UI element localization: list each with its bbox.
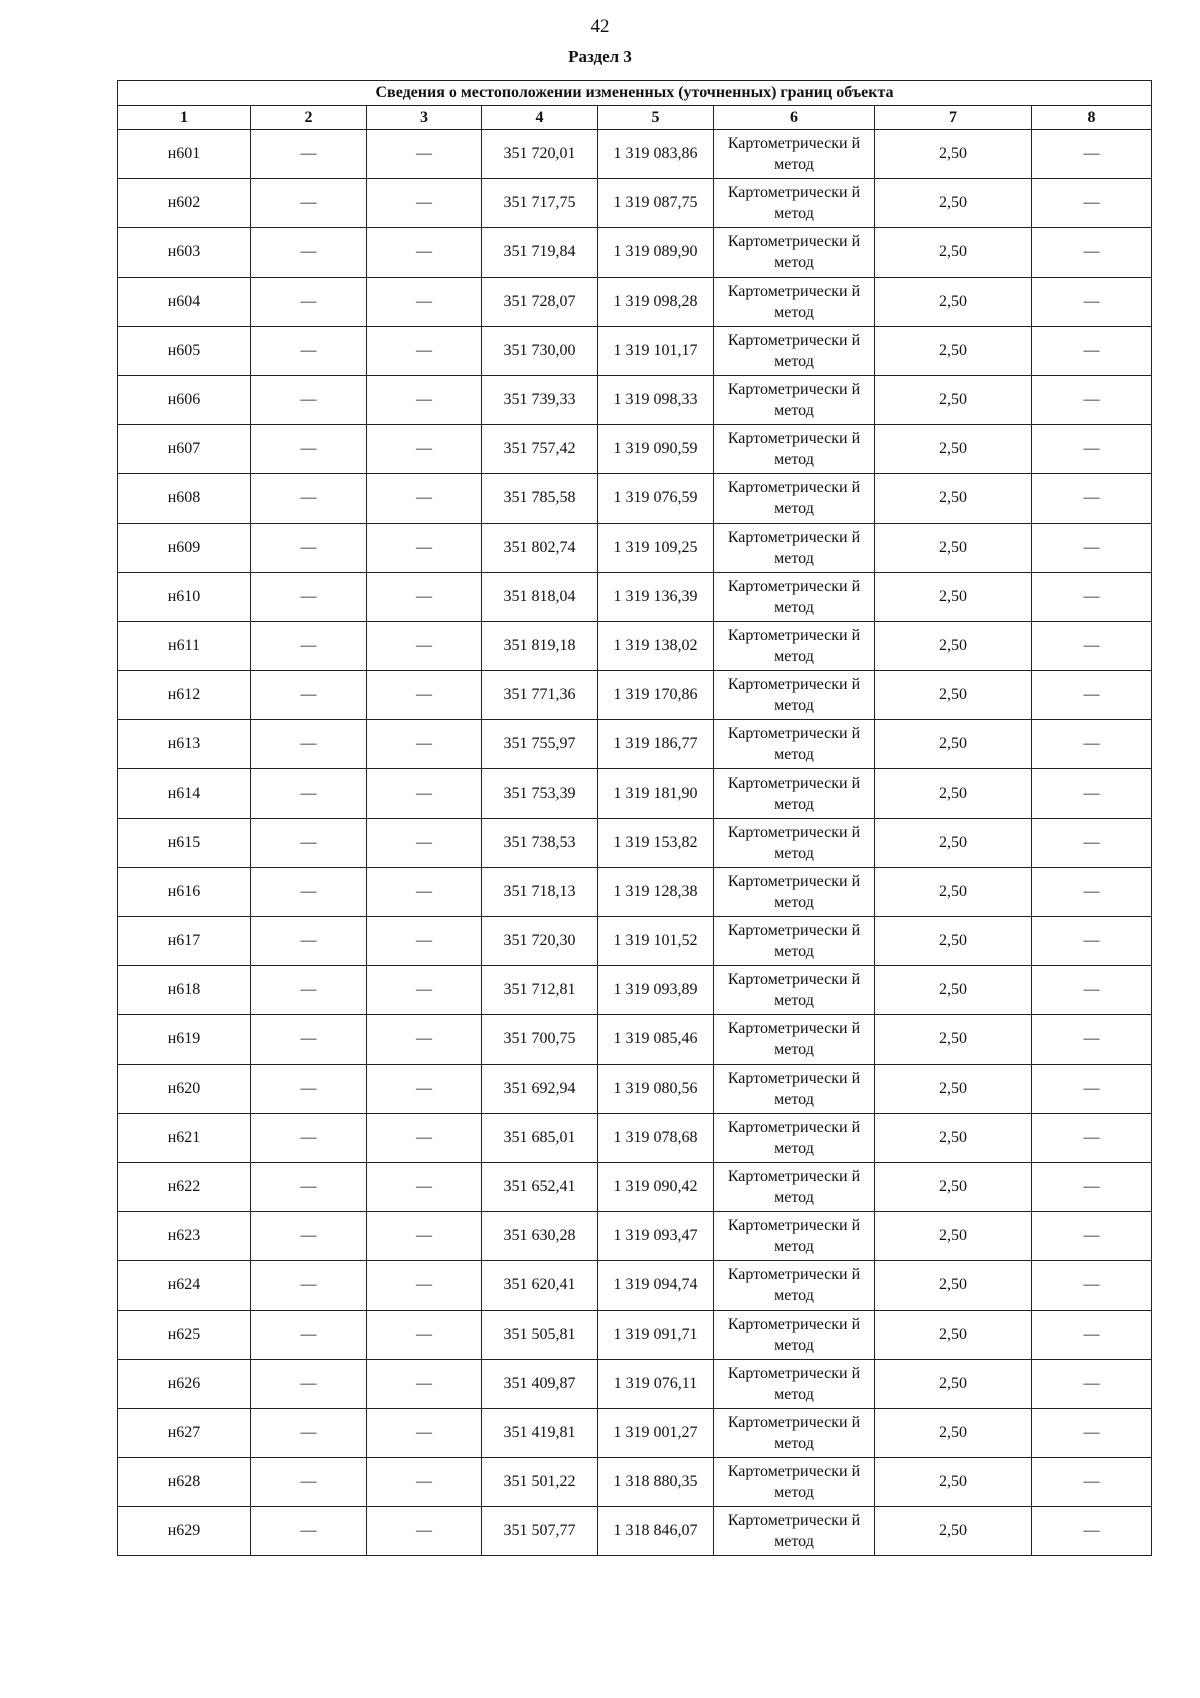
dash-cell: —	[1032, 1261, 1152, 1310]
method-cell: Картометрически й метод	[714, 671, 875, 720]
accuracy-cell: 2,50	[875, 1162, 1032, 1211]
dash-cell: —	[251, 769, 367, 818]
dash-cell: —	[251, 1507, 367, 1556]
point-id-cell: н622	[118, 1162, 251, 1211]
dash-cell: —	[367, 1261, 482, 1310]
method-cell: Картометрически й метод	[714, 425, 875, 474]
x-coordinate-cell: 351 718,13	[482, 867, 598, 916]
dash-cell: —	[367, 277, 482, 326]
table-caption: Сведения о местоположении измененных (уточненных) границ объекта	[118, 81, 1152, 106]
y-coordinate-cell: 1 319 101,17	[598, 326, 714, 375]
table-caption-row	[118, 81, 1152, 106]
dash-cell: —	[251, 375, 367, 424]
point-id-cell: н624	[118, 1261, 251, 1310]
column-number: 4	[482, 106, 598, 130]
y-coordinate-cell: 1 319 090,42	[598, 1162, 714, 1211]
table-row	[118, 867, 1152, 916]
dash-cell: —	[1032, 621, 1152, 670]
column-number: 3	[367, 106, 482, 130]
dash-cell: —	[251, 1458, 367, 1507]
table-row	[118, 1015, 1152, 1064]
dash-cell: —	[367, 1212, 482, 1261]
table-row	[118, 818, 1152, 867]
x-coordinate-cell: 351 739,33	[482, 375, 598, 424]
x-coordinate-cell: 351 753,39	[482, 769, 598, 818]
x-coordinate-cell: 351 620,41	[482, 1261, 598, 1310]
point-id-cell: н611	[118, 621, 251, 670]
accuracy-cell: 2,50	[875, 326, 1032, 375]
dash-cell: —	[367, 671, 482, 720]
point-id-cell: н602	[118, 179, 251, 228]
point-id-cell: н621	[118, 1113, 251, 1162]
dash-cell: —	[367, 818, 482, 867]
point-id-cell: н626	[118, 1359, 251, 1408]
x-coordinate-cell: 351 719,84	[482, 228, 598, 277]
x-coordinate-cell: 351 652,41	[482, 1162, 598, 1211]
method-cell: Картометрически й метод	[714, 130, 875, 179]
dash-cell: —	[367, 1015, 482, 1064]
dash-cell: —	[251, 523, 367, 572]
y-coordinate-cell: 1 319 076,11	[598, 1359, 714, 1408]
method-cell: Картометрически й метод	[714, 818, 875, 867]
column-number: 5	[598, 106, 714, 130]
table-row	[118, 1212, 1152, 1261]
dash-cell: —	[251, 1113, 367, 1162]
method-cell: Картометрически й метод	[714, 277, 875, 326]
dash-cell: —	[1032, 1064, 1152, 1113]
dash-cell: —	[251, 720, 367, 769]
dash-cell: —	[1032, 867, 1152, 916]
dash-cell: —	[367, 720, 482, 769]
dash-cell: —	[251, 867, 367, 916]
dash-cell: —	[1032, 523, 1152, 572]
y-coordinate-cell: 1 319 101,52	[598, 917, 714, 966]
dash-cell: —	[1032, 1212, 1152, 1261]
dash-cell: —	[367, 1310, 482, 1359]
dash-cell: —	[251, 1310, 367, 1359]
table-row	[118, 1261, 1152, 1310]
dash-cell: —	[1032, 425, 1152, 474]
x-coordinate-cell: 351 730,00	[482, 326, 598, 375]
table-row	[118, 720, 1152, 769]
point-id-cell: н605	[118, 326, 251, 375]
method-cell: Картометрически й метод	[714, 1015, 875, 1064]
dash-cell: —	[251, 425, 367, 474]
dash-cell: —	[1032, 572, 1152, 621]
section-title: Раздел 3	[568, 47, 632, 66]
x-coordinate-cell: 351 507,77	[482, 1507, 598, 1556]
table-row	[118, 277, 1152, 326]
dash-cell: —	[251, 621, 367, 670]
dash-cell: —	[251, 917, 367, 966]
x-coordinate-cell: 351 692,94	[482, 1064, 598, 1113]
dash-cell: —	[367, 474, 482, 523]
point-id-cell: н627	[118, 1408, 251, 1457]
point-id-cell: н606	[118, 375, 251, 424]
method-cell: Картометрически й метод	[714, 966, 875, 1015]
point-id-cell: н615	[118, 818, 251, 867]
accuracy-cell: 2,50	[875, 523, 1032, 572]
accuracy-cell: 2,50	[875, 769, 1032, 818]
x-coordinate-cell: 351 720,01	[482, 130, 598, 179]
dash-cell: —	[1032, 179, 1152, 228]
y-coordinate-cell: 1 319 186,77	[598, 720, 714, 769]
table-row	[118, 179, 1152, 228]
accuracy-cell: 2,50	[875, 1015, 1032, 1064]
x-coordinate-cell: 351 802,74	[482, 523, 598, 572]
method-cell: Картометрически й метод	[714, 867, 875, 916]
dash-cell: —	[1032, 277, 1152, 326]
point-id-cell: н629	[118, 1507, 251, 1556]
accuracy-cell: 2,50	[875, 671, 1032, 720]
column-number: 8	[1032, 106, 1152, 130]
dash-cell: —	[251, 671, 367, 720]
table-row	[118, 671, 1152, 720]
table-row	[118, 1458, 1152, 1507]
x-coordinate-cell: 351 505,81	[482, 1310, 598, 1359]
method-cell: Картометрически й метод	[714, 523, 875, 572]
column-number: 2	[251, 106, 367, 130]
dash-cell: —	[367, 228, 482, 277]
point-id-cell: н609	[118, 523, 251, 572]
x-coordinate-cell: 351 771,36	[482, 671, 598, 720]
method-cell: Картометрически й метод	[714, 474, 875, 523]
y-coordinate-cell: 1 319 128,38	[598, 867, 714, 916]
point-id-cell: н607	[118, 425, 251, 474]
accuracy-cell: 2,50	[875, 130, 1032, 179]
dash-cell: —	[251, 228, 367, 277]
dash-cell: —	[1032, 1310, 1152, 1359]
accuracy-cell: 2,50	[875, 1064, 1032, 1113]
y-coordinate-cell: 1 319 093,47	[598, 1212, 714, 1261]
accuracy-cell: 2,50	[875, 1261, 1032, 1310]
dash-cell: —	[367, 326, 482, 375]
point-id-cell: н604	[118, 277, 251, 326]
method-cell: Картометрически й метод	[714, 621, 875, 670]
accuracy-cell: 2,50	[875, 966, 1032, 1015]
x-coordinate-cell: 351 700,75	[482, 1015, 598, 1064]
dash-cell: —	[1032, 474, 1152, 523]
y-coordinate-cell: 1 319 089,90	[598, 228, 714, 277]
accuracy-cell: 2,50	[875, 179, 1032, 228]
dash-cell: —	[1032, 130, 1152, 179]
accuracy-cell: 2,50	[875, 720, 1032, 769]
accuracy-cell: 2,50	[875, 228, 1032, 277]
dash-cell: —	[251, 966, 367, 1015]
accuracy-cell: 2,50	[875, 277, 1032, 326]
accuracy-cell: 2,50	[875, 474, 1032, 523]
table-row	[118, 769, 1152, 818]
dash-cell: —	[251, 1015, 367, 1064]
dash-cell: —	[1032, 375, 1152, 424]
dash-cell: —	[367, 1359, 482, 1408]
y-coordinate-cell: 1 319 090,59	[598, 425, 714, 474]
x-coordinate-cell: 351 685,01	[482, 1113, 598, 1162]
accuracy-cell: 2,50	[875, 1310, 1032, 1359]
point-id-cell: н608	[118, 474, 251, 523]
x-coordinate-cell: 351 419,81	[482, 1408, 598, 1457]
point-id-cell: н625	[118, 1310, 251, 1359]
x-coordinate-cell: 351 720,30	[482, 917, 598, 966]
point-id-cell: н617	[118, 917, 251, 966]
table-row	[118, 966, 1152, 1015]
y-coordinate-cell: 1 319 085,46	[598, 1015, 714, 1064]
dash-cell: —	[367, 966, 482, 1015]
column-number: 1	[118, 106, 251, 130]
dash-cell: —	[367, 375, 482, 424]
y-coordinate-cell: 1 319 087,75	[598, 179, 714, 228]
table-row	[118, 228, 1152, 277]
accuracy-cell: 2,50	[875, 818, 1032, 867]
method-cell: Картометрически й метод	[714, 1162, 875, 1211]
dash-cell: —	[251, 1359, 367, 1408]
method-cell: Картометрически й метод	[714, 1113, 875, 1162]
point-id-cell: н612	[118, 671, 251, 720]
y-coordinate-cell: 1 319 093,89	[598, 966, 714, 1015]
dash-cell: —	[251, 1261, 367, 1310]
table-row	[118, 523, 1152, 572]
point-id-cell: н601	[118, 130, 251, 179]
accuracy-cell: 2,50	[875, 1507, 1032, 1556]
dash-cell: —	[1032, 720, 1152, 769]
table-row	[118, 474, 1152, 523]
column-number: 7	[875, 106, 1032, 130]
point-id-cell: н610	[118, 572, 251, 621]
y-coordinate-cell: 1 319 091,71	[598, 1310, 714, 1359]
table-row	[118, 326, 1152, 375]
accuracy-cell: 2,50	[875, 572, 1032, 621]
y-coordinate-cell: 1 319 098,28	[598, 277, 714, 326]
accuracy-cell: 2,50	[875, 621, 1032, 670]
dash-cell: —	[1032, 966, 1152, 1015]
table-row	[118, 1359, 1152, 1408]
y-coordinate-cell: 1 319 098,33	[598, 375, 714, 424]
x-coordinate-cell: 351 785,58	[482, 474, 598, 523]
dash-cell: —	[367, 621, 482, 670]
method-cell: Картометрически й метод	[714, 572, 875, 621]
point-id-cell: н603	[118, 228, 251, 277]
y-coordinate-cell: 1 319 001,27	[598, 1408, 714, 1457]
accuracy-cell: 2,50	[875, 1359, 1032, 1408]
dash-cell: —	[367, 1408, 482, 1457]
y-coordinate-cell: 1 319 109,25	[598, 523, 714, 572]
column-number-row	[118, 106, 1152, 130]
y-coordinate-cell: 1 319 080,56	[598, 1064, 714, 1113]
table-row	[118, 1310, 1152, 1359]
accuracy-cell: 2,50	[875, 1408, 1032, 1457]
table-row	[118, 1162, 1152, 1211]
method-cell: Картометрически й метод	[714, 179, 875, 228]
x-coordinate-cell: 351 738,53	[482, 818, 598, 867]
dash-cell: —	[251, 572, 367, 621]
method-cell: Картометрически й метод	[714, 1507, 875, 1556]
table-row	[118, 1507, 1152, 1556]
x-coordinate-cell: 351 755,97	[482, 720, 598, 769]
x-coordinate-cell: 351 630,28	[482, 1212, 598, 1261]
accuracy-cell: 2,50	[875, 1212, 1032, 1261]
table-row	[118, 572, 1152, 621]
dash-cell: —	[1032, 1113, 1152, 1162]
method-cell: Картометрически й метод	[714, 917, 875, 966]
y-coordinate-cell: 1 319 138,02	[598, 621, 714, 670]
method-cell: Картометрически й метод	[714, 720, 875, 769]
y-coordinate-cell: 1 319 076,59	[598, 474, 714, 523]
method-cell: Картометрически й метод	[714, 1310, 875, 1359]
x-coordinate-cell: 351 819,18	[482, 621, 598, 670]
dash-cell: —	[251, 1212, 367, 1261]
method-cell: Картометрически й метод	[714, 228, 875, 277]
method-cell: Картометрически й метод	[714, 1212, 875, 1261]
dash-cell: —	[367, 523, 482, 572]
x-coordinate-cell: 351 501,22	[482, 1458, 598, 1507]
y-coordinate-cell: 1 319 136,39	[598, 572, 714, 621]
accuracy-cell: 2,50	[875, 1458, 1032, 1507]
point-id-cell: н618	[118, 966, 251, 1015]
dash-cell: —	[1032, 1408, 1152, 1457]
table-row	[118, 917, 1152, 966]
dash-cell: —	[251, 277, 367, 326]
dash-cell: —	[251, 818, 367, 867]
y-coordinate-cell: 1 319 078,68	[598, 1113, 714, 1162]
point-id-cell: н616	[118, 867, 251, 916]
point-id-cell: н619	[118, 1015, 251, 1064]
accuracy-cell: 2,50	[875, 1113, 1032, 1162]
table-row	[118, 375, 1152, 424]
dash-cell: —	[1032, 1359, 1152, 1408]
y-coordinate-cell: 1 318 880,35	[598, 1458, 714, 1507]
table-row	[118, 1064, 1152, 1113]
dash-cell: —	[1032, 671, 1152, 720]
y-coordinate-cell: 1 319 094,74	[598, 1261, 714, 1310]
dash-cell: —	[367, 1162, 482, 1211]
x-coordinate-cell: 351 728,07	[482, 277, 598, 326]
table-row	[118, 1408, 1152, 1457]
accuracy-cell: 2,50	[875, 867, 1032, 916]
dash-cell: —	[367, 130, 482, 179]
dash-cell: —	[251, 1408, 367, 1457]
x-coordinate-cell: 351 818,04	[482, 572, 598, 621]
method-cell: Картометрически й метод	[714, 326, 875, 375]
dash-cell: —	[1032, 917, 1152, 966]
dash-cell: —	[367, 572, 482, 621]
y-coordinate-cell: 1 319 170,86	[598, 671, 714, 720]
dash-cell: —	[1032, 1162, 1152, 1211]
method-cell: Картометрически й метод	[714, 1261, 875, 1310]
dash-cell: —	[367, 1507, 482, 1556]
column-number: 6	[714, 106, 875, 130]
y-coordinate-cell: 1 319 181,90	[598, 769, 714, 818]
dash-cell: —	[1032, 818, 1152, 867]
method-cell: Картометрически й метод	[714, 375, 875, 424]
dash-cell: —	[251, 326, 367, 375]
method-cell: Картометрически й метод	[714, 1408, 875, 1457]
point-id-cell: н620	[118, 1064, 251, 1113]
dash-cell: —	[367, 1064, 482, 1113]
point-id-cell: н614	[118, 769, 251, 818]
accuracy-cell: 2,50	[875, 425, 1032, 474]
method-cell: Картометрически й метод	[714, 1458, 875, 1507]
x-coordinate-cell: 351 409,87	[482, 1359, 598, 1408]
dash-cell: —	[367, 917, 482, 966]
dash-cell: —	[1032, 1507, 1152, 1556]
dash-cell: —	[251, 1162, 367, 1211]
dash-cell: —	[367, 769, 482, 818]
dash-cell: —	[1032, 1458, 1152, 1507]
table-row	[118, 621, 1152, 670]
dash-cell: —	[1032, 326, 1152, 375]
dash-cell: —	[367, 179, 482, 228]
dash-cell: —	[1032, 228, 1152, 277]
point-id-cell: н623	[118, 1212, 251, 1261]
dash-cell: —	[251, 474, 367, 523]
page-number: 42	[590, 16, 610, 37]
dash-cell: —	[251, 1064, 367, 1113]
x-coordinate-cell: 351 717,75	[482, 179, 598, 228]
dash-cell: —	[1032, 1015, 1152, 1064]
point-id-cell: н628	[118, 1458, 251, 1507]
x-coordinate-cell: 351 757,42	[482, 425, 598, 474]
y-coordinate-cell: 1 318 846,07	[598, 1507, 714, 1556]
accuracy-cell: 2,50	[875, 375, 1032, 424]
boundary-coordinates-table	[117, 80, 1152, 1556]
dash-cell: —	[367, 425, 482, 474]
dash-cell: —	[251, 179, 367, 228]
dash-cell: —	[251, 130, 367, 179]
accuracy-cell: 2,50	[875, 917, 1032, 966]
x-coordinate-cell: 351 712,81	[482, 966, 598, 1015]
table-row	[118, 425, 1152, 474]
y-coordinate-cell: 1 319 083,86	[598, 130, 714, 179]
dash-cell: —	[367, 1458, 482, 1507]
point-id-cell: н613	[118, 720, 251, 769]
dash-cell: —	[367, 867, 482, 916]
method-cell: Картометрически й метод	[714, 769, 875, 818]
method-cell: Картометрически й метод	[714, 1064, 875, 1113]
dash-cell: —	[1032, 769, 1152, 818]
table-row	[118, 130, 1152, 179]
dash-cell: —	[367, 1113, 482, 1162]
method-cell: Картометрически й метод	[714, 1359, 875, 1408]
y-coordinate-cell: 1 319 153,82	[598, 818, 714, 867]
table-row	[118, 1113, 1152, 1162]
